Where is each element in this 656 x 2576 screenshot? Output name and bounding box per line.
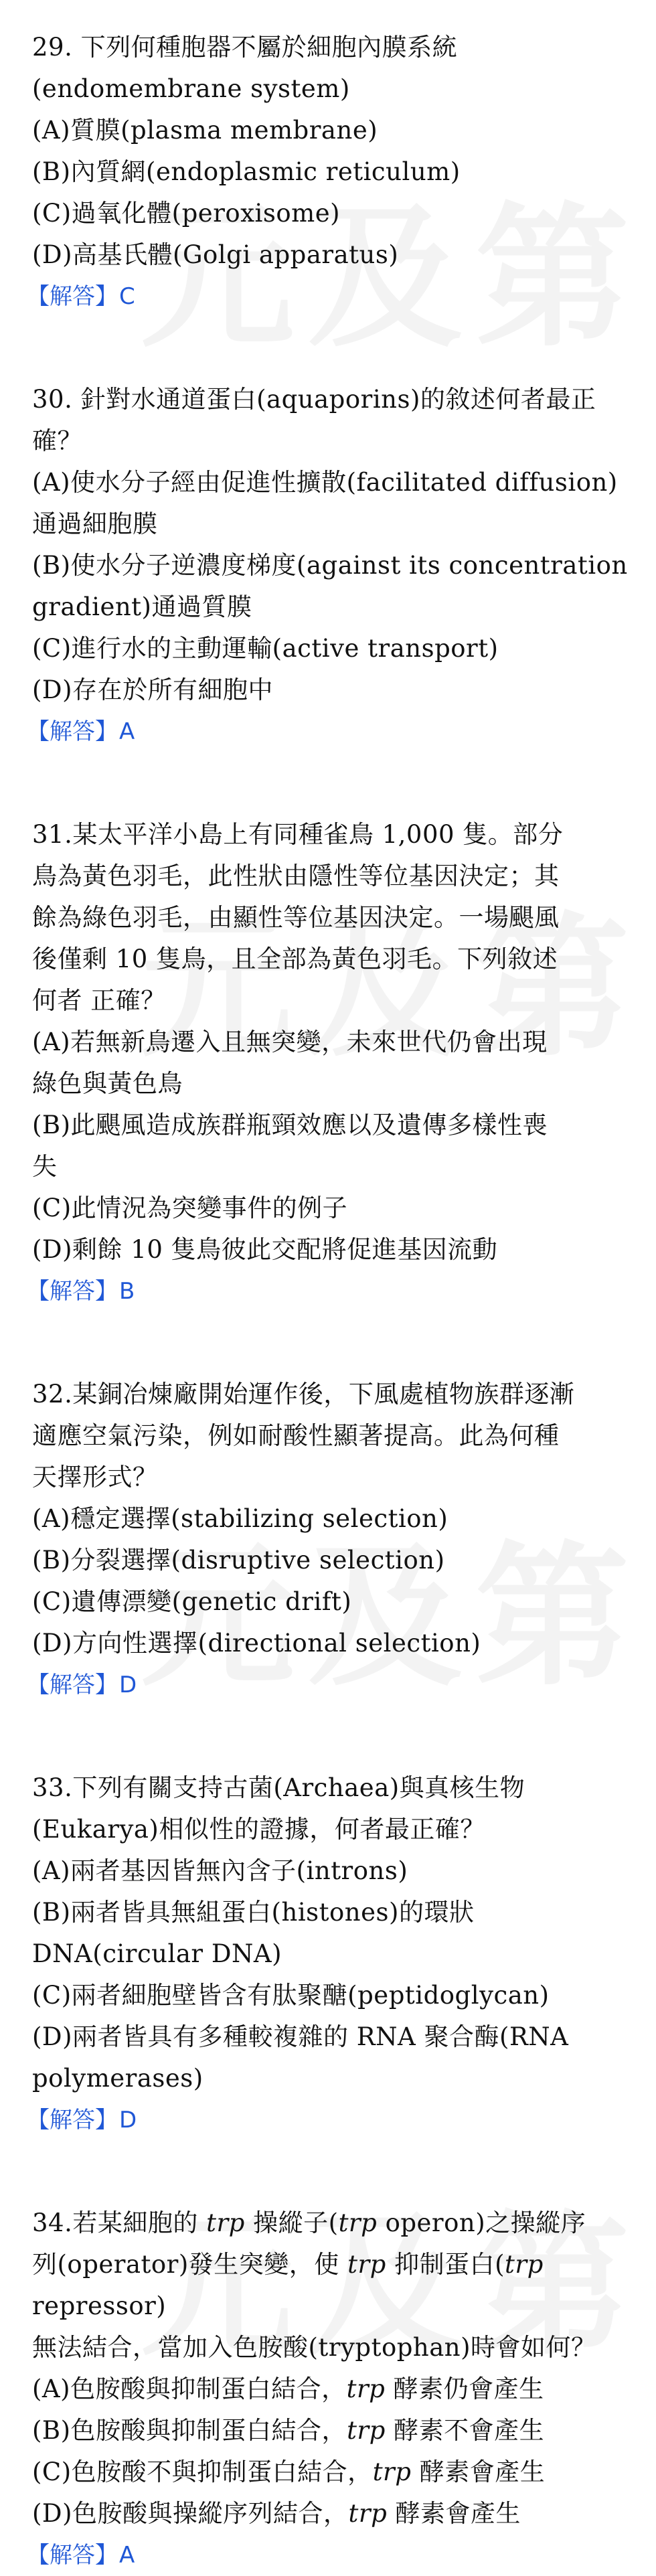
answer-line <box>27 711 631 752</box>
answer-label: 【解答】 <box>27 1278 118 1305</box>
question-stem: 30. 針對水通道蛋白(aquaporins)的敘述何者最正 <box>32 385 596 414</box>
question-stem: 33.下列有關支持古菌(Archaea)與真核生物 <box>32 1773 525 1802</box>
question-stem: 適應空氣污染，例如耐酸性顯著提高。此為何種 <box>32 1421 560 1450</box>
answer-line <box>27 1664 631 1706</box>
answer-line <box>27 2534 631 2576</box>
answer-label: 【解答】 <box>27 718 118 745</box>
answer-line <box>27 276 631 317</box>
option-d: polymerases) <box>32 2064 203 2093</box>
question-stem: 32.某銅冶煉廠開始運作後，下風處植物族群逐漸 <box>32 1380 575 1408</box>
option-b: (B)使水分子逆濃度梯度(against its concentration <box>32 551 628 580</box>
option-a: (A)兩者基因皆無內含子(introns) <box>32 1856 408 1885</box>
answer-value: D <box>119 2107 137 2134</box>
option-b: DNA(circular DNA) <box>32 1939 282 1968</box>
option-d: (D)剩餘 10 隻鳥彼此交配將促進基因流動 <box>32 1235 498 1264</box>
question-stem: 34.若某細胞的 trp 操縱子(trp operon)之操縱序 <box>32 2208 586 2237</box>
answer-value: A <box>119 718 135 745</box>
question-stem: 29. 下列何種胞器不屬於細胞內膜系統 <box>32 33 458 62</box>
question-stem: 餘為綠色羽毛，由顯性等位基因決定。一場颶風 <box>32 903 560 932</box>
option-d: (D)色胺酸與操縱序列結合，trp 酵素會產生 <box>32 2499 521 2528</box>
option-b: (B)內質網(endoplasmic reticulum) <box>32 157 461 186</box>
option-c: (C)色胺酸不與抑制蛋白結合，trp 酵素會產生 <box>32 2458 546 2486</box>
answer-line <box>27 2099 631 2141</box>
option-d: (D)方向性選擇(directional selection) <box>32 1629 481 1658</box>
option-c: (C)進行水的主動運輸(active transport) <box>32 634 499 663</box>
question-32 <box>27 1374 631 1706</box>
option-a: 綠色與黃色鳥 <box>32 1069 183 1098</box>
answer-value: C <box>119 283 135 310</box>
option-a: (A)若無新鳥遷入且無突變，未來世代仍會出現 <box>32 1028 548 1056</box>
question-29 <box>27 27 631 317</box>
option-c: (C)過氧化體(peroxisome) <box>32 199 341 228</box>
answer-line <box>27 1271 631 1312</box>
question-stem: 無法結合，當加入色胺酸(tryptophan)時會如何？ <box>32 2333 596 2362</box>
option-b: gradient)通過質膜 <box>32 592 252 621</box>
question-stem: 後僅剩 10 隻鳥，且全部為黃色羽毛。下列敘述 <box>32 945 558 973</box>
question-stem: 鳥為黃色羽毛，此性狀由隱性等位基因決定；其 <box>32 862 560 890</box>
option-a: 通過細胞膜 <box>32 509 158 538</box>
option-b: 失 <box>32 1152 58 1181</box>
question-stem: 何者 正確？ <box>32 986 166 1015</box>
question-stem: (Eukarya)相似性的證據，何者最正確？ <box>32 1815 485 1844</box>
question-stem: (endomembrane system) <box>32 74 350 103</box>
option-c: (C)此情況為突變事件的例子 <box>32 1194 348 1222</box>
answer-label: 【解答】 <box>27 2107 118 2134</box>
option-b: (B)色胺酸與抑制蛋白結合，trp 酵素不會產生 <box>32 2416 545 2445</box>
option-c: (C)兩者細胞壁皆含有肽聚醣(peptidoglycan) <box>32 1981 550 2010</box>
answer-label: 【解答】 <box>27 2542 118 2569</box>
question-33 <box>27 1767 631 2141</box>
question-stem: 列(operator)發生突變，使 trp 抑制蛋白(trp <box>32 2250 544 2279</box>
question-31 <box>27 814 631 1312</box>
answer-value: D <box>119 1672 137 1698</box>
option-a: (A)色胺酸與抑制蛋白結合，trp 酵素仍會產生 <box>32 2374 544 2403</box>
option-b: (B)分裂選擇(disruptive selection) <box>32 1546 445 1575</box>
option-b: (B)兩者皆具無組蛋白(histones)的環狀 <box>32 1898 475 1927</box>
option-a: (A)穩定選擇(stabilizing selection) <box>32 1504 448 1533</box>
question-stem: repressor) <box>32 2291 167 2320</box>
option-d: (D)兩者皆具有多種較複雜的 RNA 聚合酶(RNA <box>32 2022 569 2051</box>
option-b: (B)此颶風造成族群瓶頸效應以及遺傳多樣性喪 <box>32 1111 548 1139</box>
option-d: (D)高基氏體(Golgi apparatus) <box>32 240 399 269</box>
answer-label: 【解答】 <box>27 1672 118 1698</box>
question-30 <box>27 379 631 752</box>
option-a: (A)使水分子經由促進性擴散(facilitated diffusion) <box>32 468 618 497</box>
answer-value: B <box>119 1278 135 1305</box>
question-stem: 天擇形式？ <box>32 1463 158 1492</box>
answer-value: A <box>119 2542 135 2569</box>
question-stem: 31.某太平洋小島上有同種雀鳥 1,000 隻。部分 <box>32 820 564 849</box>
option-d: (D)存在於所有細胞中 <box>32 675 274 704</box>
option-c: (C)遺傳漂變(genetic drift) <box>32 1587 352 1616</box>
question-stem: 確？ <box>32 426 82 455</box>
answer-label: 【解答】 <box>27 283 118 310</box>
option-a: (A)質膜(plasma membrane) <box>32 116 378 145</box>
question-34 <box>27 2202 631 2576</box>
